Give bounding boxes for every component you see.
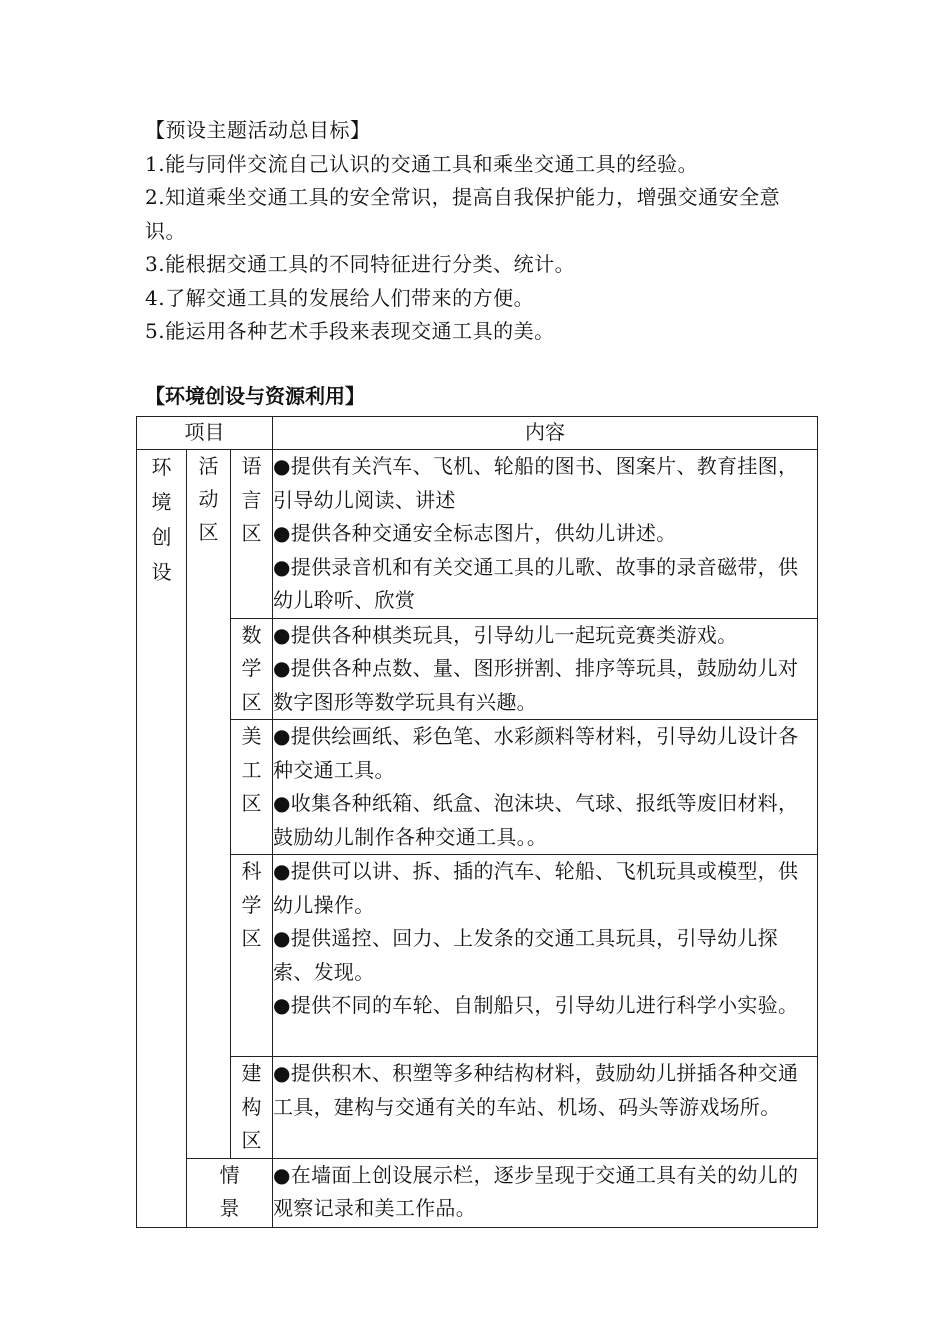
category-char: 境 bbox=[151, 490, 172, 514]
zone-char: 区 bbox=[241, 926, 262, 950]
content-line: ●提供各种棋类玩具，引导幼儿一起玩竞赛类游戏。 bbox=[273, 622, 738, 647]
goal-item: 5.能运用各种艺术手段来表现交通工具的美。 bbox=[145, 319, 555, 343]
goal-item: 2.知道乘坐交通工具的安全常识，提高自我保护能力，增强交通安全意识。 bbox=[145, 185, 781, 243]
zone-char: 美 bbox=[241, 724, 262, 748]
content-line: ●提供积木、积塑等多种结构材料，鼓励幼儿拼插各种交通工具，建构与交通有关的车站、机场、码头等游戏场所。 bbox=[273, 1061, 799, 1119]
scene-name-cell bbox=[187, 1158, 273, 1227]
content-line: ●提供录音机和有关交通工具的儿歌、故事的录音磁带，供幼儿聆听、欣赏 bbox=[273, 554, 799, 612]
environment-table bbox=[136, 416, 818, 1228]
zone-name-language bbox=[231, 450, 273, 619]
goal-item: 4.了解交通工具的发展给人们带来的方便。 bbox=[145, 285, 535, 310]
table-row bbox=[137, 450, 818, 619]
content-line: ●在墙面上创设展示栏，逐步呈现于交通工具有关的幼儿的观察记录和美工作品。 bbox=[273, 1162, 799, 1220]
zone-char: 区 bbox=[241, 791, 262, 815]
zone-name-science bbox=[231, 855, 273, 1057]
content-line: ●提供不同的车轮、自制船只，引导幼儿进行科学小实验。 bbox=[273, 993, 799, 1017]
zone-name-art bbox=[231, 720, 273, 855]
zone-content-math bbox=[273, 618, 818, 720]
zone-content-science bbox=[273, 855, 818, 1057]
goals-heading: 【预设主题活动总目标】 bbox=[145, 118, 371, 142]
category-cell bbox=[137, 450, 187, 1228]
zone-char: 区 bbox=[241, 521, 262, 545]
table-header-row bbox=[137, 417, 818, 450]
table-row bbox=[137, 720, 818, 855]
zone-char: 学 bbox=[241, 656, 262, 680]
category-char: 设 bbox=[151, 560, 172, 584]
zone-char: 区 bbox=[241, 1128, 262, 1152]
activity-char: 区 bbox=[198, 520, 219, 544]
scene-char: 景 bbox=[219, 1196, 240, 1220]
category-char: 环 bbox=[151, 455, 172, 479]
activity-char: 动 bbox=[198, 487, 219, 511]
activity-area-cell bbox=[187, 450, 231, 1159]
zone-char: 科 bbox=[241, 859, 262, 883]
zone-char: 构 bbox=[241, 1094, 262, 1119]
zone-char: 区 bbox=[241, 689, 262, 714]
content-line: ●提供绘画纸、彩色笔、水彩颜料等材料，引导幼儿设计各种交通工具。 bbox=[273, 724, 799, 782]
zone-char: 学 bbox=[241, 892, 262, 917]
content-line: ●提供遥控、回力、上发条的交通工具玩具，引导幼儿探索、发现。 bbox=[273, 926, 778, 984]
goal-item: 1.能与同伴交流自己认识的交通工具和乘坐交通工具的经验。 bbox=[145, 151, 699, 176]
zone-char: 语 bbox=[241, 454, 262, 478]
zone-name-math bbox=[231, 618, 273, 720]
content-line: ●提供各种点数、量、图形拼割、排序等玩具，鼓励幼儿对数字图形等数学玩具有兴趣。 bbox=[273, 656, 799, 714]
content-line: ●提供可以讲、拆、插的汽车、轮船、飞机玩具或模型，供幼儿操作。 bbox=[273, 859, 799, 917]
zone-char: 数 bbox=[241, 622, 262, 647]
content-line: ●收集各种纸箱、纸盒、泡沫块、气球、报纸等废旧材料，鼓励幼儿制作各种交通工具。。 bbox=[273, 791, 799, 849]
category-char: 创 bbox=[151, 525, 172, 549]
zone-char: 工 bbox=[241, 757, 262, 782]
zone-content-language bbox=[273, 450, 818, 619]
header-item: 项目 bbox=[137, 417, 273, 450]
header-content: 内容 bbox=[273, 417, 818, 450]
zone-name-construction bbox=[231, 1057, 273, 1159]
zone-content-construction bbox=[273, 1057, 818, 1159]
table-row bbox=[137, 855, 818, 1057]
zone-char: 建 bbox=[241, 1061, 262, 1085]
table-row bbox=[137, 1158, 818, 1227]
activity-char: 活 bbox=[198, 454, 219, 478]
table-row bbox=[137, 618, 818, 720]
scene-content bbox=[273, 1158, 818, 1227]
scene-char: 情 bbox=[219, 1162, 240, 1187]
content-line: ●提供各种交通安全标志图片，供幼儿讲述。 bbox=[273, 521, 677, 545]
zone-content-art bbox=[273, 720, 818, 855]
goal-item: 3.能根据交通工具的不同特征进行分类、统计。 bbox=[145, 252, 576, 276]
content-line: ●提供有关汽车、飞机、轮船的图书、图案片、教育挂图，引导幼儿阅读、讲述 bbox=[273, 454, 799, 512]
goals-section bbox=[145, 114, 815, 349]
table-row bbox=[137, 1057, 818, 1159]
zone-char: 言 bbox=[241, 487, 262, 512]
environment-heading: 【环境创设与资源利用】 bbox=[145, 384, 365, 408]
